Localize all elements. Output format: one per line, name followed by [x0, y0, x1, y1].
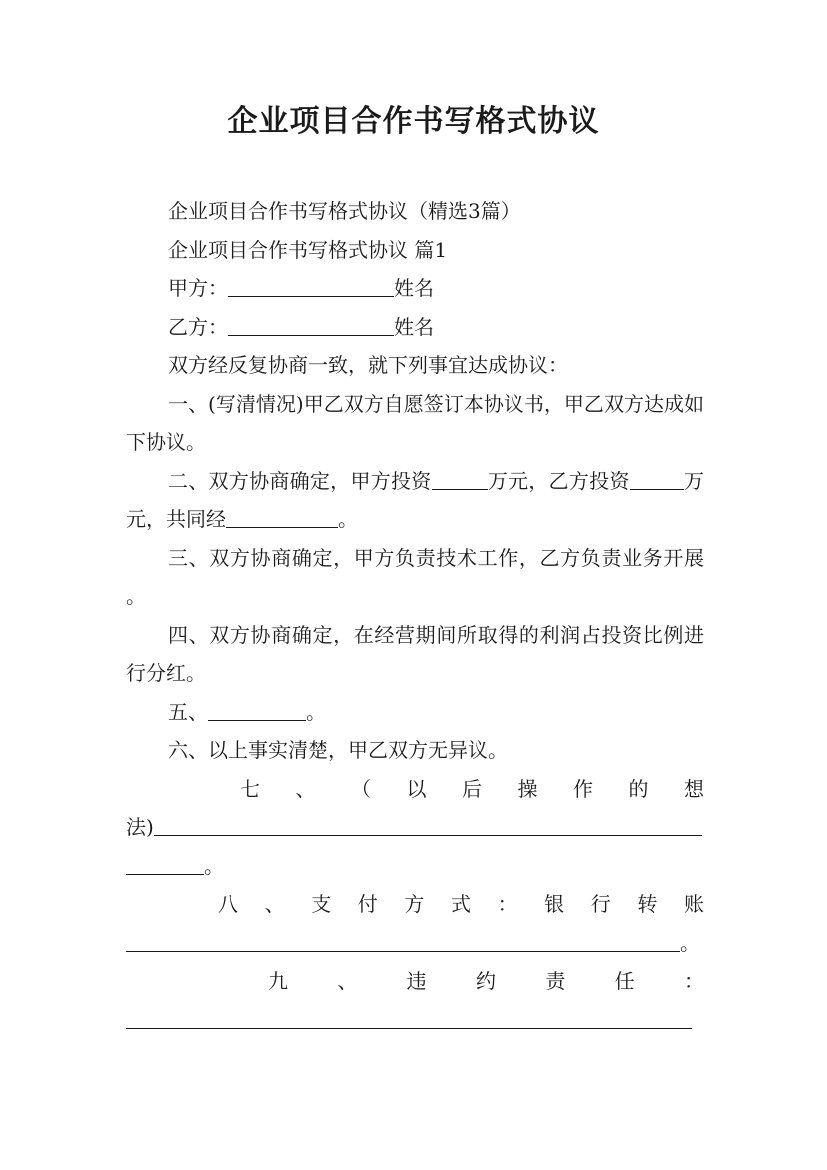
clause-9-char: 九: [268, 969, 288, 993]
clause-1: 一、(写清情况)甲乙双方自愿签订本协议书，甲乙双方达成如下协议。: [126, 391, 704, 454]
party-a-suffix: 姓名: [394, 276, 434, 300]
clause-5-end: 。: [306, 699, 326, 724]
clause-8-char: 银: [544, 892, 565, 916]
clause-8-char: 付: [357, 892, 378, 916]
clause-5: [126, 693, 704, 732]
party-b-label: 乙方：: [168, 314, 228, 339]
clause-8-char: 、: [264, 892, 285, 916]
clause-5-blank: [208, 698, 306, 721]
clause-7-char: 作: [573, 776, 593, 801]
document-title: 企业项目合作书写格式协议: [227, 104, 600, 139]
clause-7-heading: [126, 770, 704, 809]
clause-8-line-2: [126, 924, 704, 963]
party-b-blank: [228, 313, 394, 336]
party-a-line: [126, 269, 704, 308]
party-a-investment-blank: [432, 467, 488, 490]
clause-7-line-3: [126, 847, 704, 886]
clause-8-char: 行: [590, 892, 611, 916]
clause-7-char: 的: [628, 776, 649, 801]
clause-9-char: 责: [545, 969, 566, 993]
clause-3: 三、双方协商确定，甲方负责技术工作，乙方负责业务开展。: [126, 545, 704, 608]
paragraph-intro: 双方经反复协商一致，就下列事宜达成协议：: [168, 353, 568, 377]
clause-7-char: 七: [240, 776, 260, 801]
party-b-suffix: 姓名: [394, 314, 434, 339]
clause-8-char: 方: [404, 892, 425, 916]
document-body: [126, 192, 704, 1039]
clause-2: [126, 462, 704, 539]
clause-7-blank-end: [126, 852, 204, 875]
clause-8-char: 转: [637, 892, 658, 916]
clause-8-heading: [126, 885, 704, 924]
clause-7-blank: [154, 813, 702, 836]
party-b-investment-blank: [630, 467, 684, 490]
clause-7-text: 法): [126, 815, 154, 839]
clause-6: 六、以上事实清楚，甲乙双方无异议。: [168, 738, 508, 762]
clause-8-char: 式: [450, 892, 471, 916]
clause-2-text-b: 万元，乙方投资: [487, 468, 630, 493]
clause-9-char: 任: [614, 969, 635, 993]
clause-7-char: （: [351, 776, 371, 801]
clause-7-char: 操: [517, 776, 538, 801]
party-b-line: [126, 308, 704, 347]
clause-9-char: 、: [337, 969, 358, 993]
clause-8-char: 八: [218, 892, 238, 916]
clause-8-char: 支: [311, 892, 332, 916]
clause-2-text-a: 二、双方协商确定，甲方投资: [168, 468, 432, 493]
party-a-label: 甲方：: [168, 276, 228, 300]
clause-7-char: 后: [462, 776, 482, 801]
clause-9-char: 约: [475, 969, 496, 993]
clause-2-text-c: 万元，共同经: [126, 468, 705, 531]
clause-9-char: 违: [406, 969, 427, 993]
clause-4: 四、双方协商确定，在经营期间所取得的利润占投资比例进行分红。: [126, 622, 704, 685]
clause-7-end: 。: [204, 853, 224, 878]
clause-8-end: 。: [680, 930, 700, 955]
clause-8-blank: [126, 929, 680, 952]
clause-5-text: 五、: [168, 699, 208, 724]
party-a-blank: [228, 274, 394, 297]
clause-7-line-2: [126, 808, 704, 847]
clause-9-blank: [126, 1006, 692, 1029]
clause-9-line-2: [126, 1001, 704, 1040]
clause-2-text-d: 。: [338, 507, 358, 531]
clause-7-char: 以: [406, 776, 427, 801]
business-blank: [226, 505, 338, 528]
clause-7-char: 想: [684, 776, 704, 801]
clause-8-char: ：: [497, 892, 518, 916]
paragraph-subtitle: 企业项目合作书写格式协议（精选3篇）: [168, 199, 521, 223]
paragraph-section-heading: 企业项目合作书写格式协议 篇1: [168, 237, 448, 262]
clause-9-heading: [126, 962, 704, 1001]
clause-8-char: 账: [683, 892, 704, 916]
clause-7-char: 、: [295, 776, 316, 801]
clause-9-char: ：: [683, 969, 704, 993]
